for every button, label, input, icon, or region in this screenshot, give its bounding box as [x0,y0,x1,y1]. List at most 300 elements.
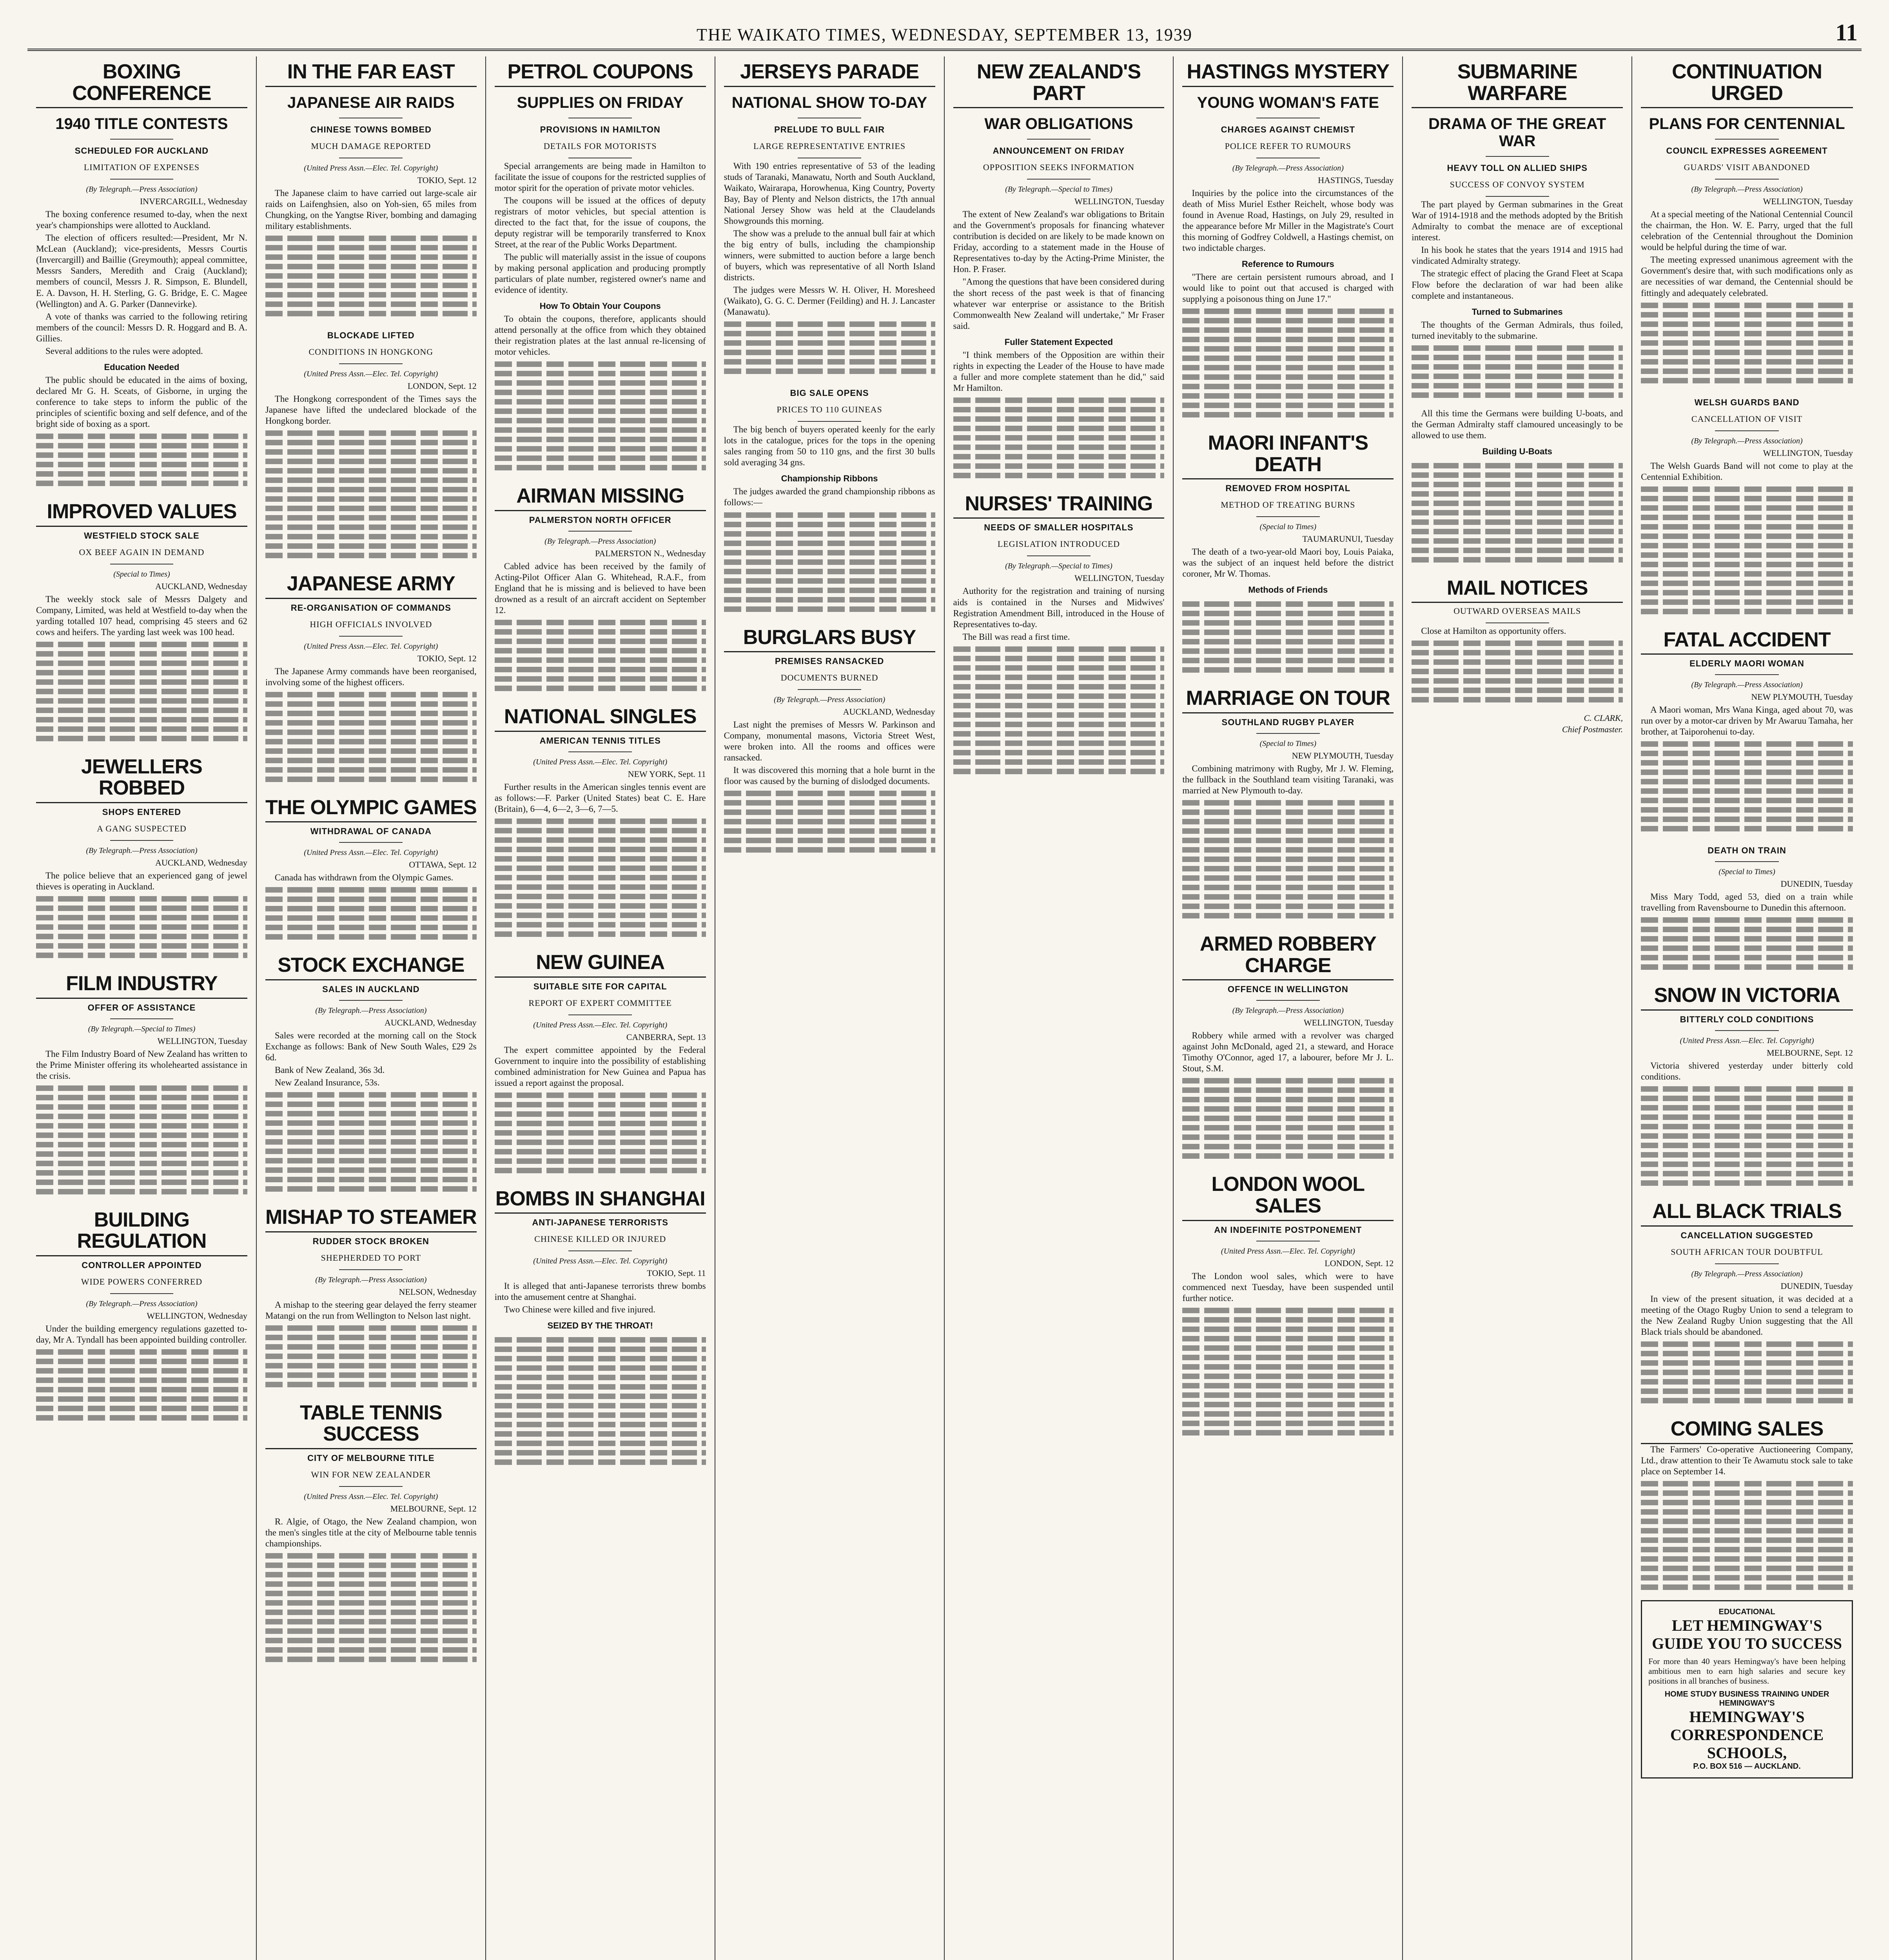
article-deck: WESTFIELD STOCK SALE [84,530,200,541]
rule-divider [339,842,403,843]
rule-divider [1715,861,1778,862]
article-source: (By Telegraph.—Press Association) [315,1006,427,1015]
paragraph: The London wool sales, which were to have commenced next Tuesday, have been suspended until further notice. [1182,1271,1394,1303]
body-text-continuation [1182,800,1394,918]
hemingway-advertisement [1641,1600,1853,1779]
article-headline: MISHAP TO STEAMER [265,1202,477,1232]
article-body [495,782,706,815]
paragraph: The Welsh Guards Band will not come to play at the Centennial Exhibition. [1641,461,1853,482]
ad-subtitle: HOME STUDY BUSINESS TRAINING UNDER HEMINGWAY'S [1664,1690,1829,1708]
article-dateline: OTTAWA, Sept. 12 [409,860,477,870]
article [724,622,935,853]
article [265,56,477,316]
article-body [1412,626,1623,637]
rule-divider [1715,430,1778,431]
rule-divider [339,636,403,637]
signature-title: Chief Postmaster. [1562,724,1623,735]
paragraph: The police believe that an experienced gang of jewel thieves is operating in Auckland. [36,871,247,892]
article-source: (By Telegraph.—Press Association) [1691,185,1803,194]
article-source: (By Telegraph.—Press Association) [86,846,198,855]
article-source: (By Telegraph.—Press Association) [1691,681,1803,690]
article-body [265,1299,477,1321]
article-source: (By Telegraph.—Press Association) [315,1275,427,1284]
column-8 [1632,56,1862,1960]
body-text-continuation [36,896,247,958]
article-body [724,161,935,318]
paragraph: A Maori woman, Mrs Wana Kinga, aged about 70, was run over by a motor-car driven by Mr Awaruu Tamaha, her brother, at Taiporohenui to-day. [1641,705,1853,737]
article-body [953,209,1165,394]
article-source: (By Telegraph.—Special to Times) [88,1024,196,1033]
article [265,1202,477,1387]
paragraph: The show was a prelude to the annual bull fair at which the big entry of bulls, including the championship winners, were submitted to auction before a large bench of buyers, which was representative of all North Island districts. [724,228,935,283]
paragraph: To obtain the coupons, therefore, applicants should attend personally at the office from which they obtained their registration plates at the last annual re-licensing of motor vehicles. [494,314,706,357]
paragraph: The Japanese claim to have carried out large-scale air raids on Laifenghsien, also on Yoh-sien, 65 miles from Chungking, on the Yangtse River, bombing and damaging military establishments. [265,188,477,231]
article-source: (United Press Assn.—Elec. Tel. Copyright) [304,848,438,857]
body-text-continuation [265,1325,477,1387]
article-headline: JERSEYS PARADE [724,56,935,87]
column-6 [1174,56,1403,1960]
body-text-continuation [265,692,477,782]
paragraph: The Hongkong correspondent of the Times says the Japanese have lifted the undeclared blockade of the Hongkong border. [265,394,477,426]
article-subhead: PLANS FOR CENTENNIAL [1649,115,1845,133]
article-dateline: WELLINGTON, Tuesday [1074,573,1165,583]
paragraph: Combining matrimony with Rugby, Mr J. W. Fleming, the fullback in the Southland team visiting Taranaki, was married at New Plymouth to-day. [1182,763,1394,796]
article-dateline: MELBOURNE, Sept. 12 [390,1503,477,1514]
masthead [27,16,1862,51]
paragraph: Under the building emergency regulations gazetted to-day, Mr A. Tyndall has been appointed building controller. [36,1324,247,1345]
paragraph: The election of officers resulted:—President, Mr N. McLean (Auckland); vice-presidents, Messrs Courtis (Invercargill) and Baillie (Greymouth); appeal committee, Messrs Sanders, Meredith and Craig (Auckland); members of council, Messrs J. R. Simpson, E. Blundell, E. A. Davson, H. H. Sterling, G. G. Bridge, E. C. Magee (Wellington) and A. G. Parker (Dannevirke). [36,233,247,309]
article [495,947,706,1173]
article-deck-secondary: METHOD OF TREATING BURNS [1221,500,1356,510]
article [36,56,247,486]
paragraph: A vote of thanks was carried to the following retiring members of the council: Messrs D. R. Hoggard and B. A. Gillies. [36,311,247,343]
article-dateline: HASTINGS, Tuesday [1318,175,1394,185]
article-source: (United Press Assn.—Elec. Tel. Copyright) [304,369,438,378]
article-body [1182,1030,1394,1074]
article [1182,929,1394,1159]
paragraph: The weekly stock sale of Messrs Dalgety and Company, Limited, was held at Westfield to-day when the yarding totalled 107 head, comprising 45 steers and 62 cows and heifers. The yarding last week was 100 head. [36,594,247,637]
article-body [1412,408,1623,459]
article [265,1397,477,1662]
article-headline: THE OLYMPIC GAMES [265,792,477,823]
article-source: (Special to Times) [1259,739,1317,748]
paragraph: The death of a two-year-old Maori boy, Louis Paiaka, was the subject of an inquest held before the district coroner, Mr W. Thomas. [1182,547,1394,579]
article [265,568,477,782]
article-source: (By Telegraph.—Special to Times) [1005,562,1112,571]
inline-subheading: Education Needed [104,362,180,372]
paragraph: At a special meeting of the National Centennial Council the chairman, the Hon. W. E. Parry, urged that the full celebration of the Centennial throughout the Dominion would be helpful during the time of war. [1641,209,1853,252]
body-text-continuation [1641,486,1853,614]
article-deck-secondary: SUCCESS OF CONVOY SYSTEM [1450,180,1585,190]
article-headline: MAORI INFANT'S DEATH [1182,428,1394,479]
paragraph: Bank of New Zealand, 36s 3d. [274,1065,385,1075]
article [1412,408,1623,563]
article [1641,842,1853,970]
paragraph: Miss Mary Todd, aged 53, died on a train while travelling from Ravensbourne to Dunedin this afternoon. [1641,892,1853,913]
article-body [265,872,477,883]
article-source: (Special to Times) [113,570,170,579]
body-text-continuation [953,397,1165,478]
article-deck: WITHDRAWAL OF CANADA [310,826,432,837]
article-headline: BURGLARS BUSY [724,622,935,653]
article-dateline: WELLINGTON, Tuesday [157,1036,247,1046]
paragraph: "Among the questions that have been considered during the short recess of the past week is that of financing whatever war enterprise or assistance to the British Commonwealth New Zealand will undertake," Mr Fraser said. [953,277,1165,331]
body-text-continuation [1641,1086,1853,1186]
inline-subheading: Fuller Statement Expected [1004,337,1113,347]
article-body [724,719,935,787]
rule-divider [1715,674,1778,675]
article-deck: SUITABLE SITE FOR CAPITAL [533,981,667,991]
article-subhead: JAPANESE AIR RAIDS [287,94,455,111]
article-source: (By Telegraph.—Press Association) [86,1299,198,1308]
inline-subheading: Methods of Friends [1248,585,1328,595]
article-body [495,561,706,616]
inline-subheading: How To Obtain Your Coupons [539,301,661,311]
body-text-continuation [1182,1308,1394,1436]
article [1412,573,1623,703]
article-deck: PRELUDE TO BULL FAIR [774,124,885,134]
article-subhead: NATIONAL SHOW TO-DAY [731,94,927,111]
article-deck: AN INDEFINITE POSTPONEMENT [1214,1225,1362,1235]
paragraph: The meeting expressed unanimous agreement with the Government's desire that, with such modifications only as are necessities of war demand, the Centennial should be fittingly and adequately celebrated. [1641,255,1853,298]
body-text-continuation [724,791,935,853]
article-source: (United Press Assn.—Elec. Tel. Copyright) [1680,1036,1814,1045]
body-text-continuation [1412,463,1623,563]
body-text-continuation [1641,303,1853,383]
body-text-continuation [1412,345,1623,398]
column-2 [257,56,486,1960]
article-deck: ANTI-JAPANESE TERRORISTS [532,1218,668,1228]
article-headline: CONTINUATION URGED [1641,56,1853,108]
body-text-continuation [495,1337,706,1465]
rule-divider [1256,733,1320,734]
rule-divider [339,363,403,364]
paragraph: With 190 entries representative of 53 of the leading studs of Taranaki, Manawatu, North and South Auckland, Waikato, Wairarapa, Horowhenua, King Country, Poverty Bay, Bay of Plenty and Nelson districts, the 17th annual National Jersey Show was held at the Claudelands Showgrounds this morning. [724,161,935,226]
article-deck: BITTERLY COLD CONDITIONS [1680,1014,1814,1025]
body-text-continuation [953,646,1165,774]
article-dateline: TOKIO, Sept. 12 [417,175,477,185]
rule-divider [1027,179,1091,180]
article-body [265,666,477,688]
rule-divider [110,139,174,140]
article-dateline: AUCKLAND, Wednesday [843,707,935,717]
article-deck: SALES IN AUCKLAND [322,984,420,994]
article [1641,1414,1853,1590]
article-headline: STOCK EXCHANGE [265,950,477,980]
article [1182,683,1394,918]
article-deck-secondary: GUARDS' VISIT ABANDONED [1684,162,1810,172]
body-text-continuation [36,1085,247,1194]
article-headline: MARRIAGE ON TOUR [1182,683,1394,713]
article-subhead: 1940 TITLE CONTESTS [55,115,228,133]
paragraph: Special arrangements are being made in Hamilton to facilitate the issue of coupons for the restricted supplies of motor spirit for the operation of private motor vehicles. [494,161,706,193]
article-deck-secondary: OPPOSITION SEEKS INFORMATION [983,162,1135,172]
article-deck: SOUTHLAND RUGBY PLAYER [1221,717,1355,727]
paragraph: Several additions to the rules were adopted. [45,346,203,356]
article-deck-secondary: A GANG SUSPECTED [97,824,187,833]
article [1641,624,1853,832]
paragraph: New Zealand Insurance, 53s. [274,1078,380,1088]
article-body [495,161,706,358]
rule-divider [798,689,861,690]
article-source: (By Telegraph.—Press Association) [1691,1269,1803,1278]
article-deck: CHARGES AGAINST CHEMIST [1221,124,1356,134]
article-deck-secondary: CHINESE KILLED OR INJURED [534,1234,666,1244]
article-body [1641,704,1853,737]
article-deck-secondary: WIDE POWERS CONFERRED [81,1277,203,1287]
ad-address: P.O. BOX 516 — AUCKLAND. [1693,1762,1801,1771]
body-text-continuation [1641,917,1853,970]
article-dateline: AUCKLAND, Wednesday [155,858,247,867]
article-dateline: NEW PLYMOUTH, Tuesday [1751,692,1853,702]
article [495,481,706,691]
rule-divider [1256,1000,1320,1001]
rule-divider [568,751,632,752]
article-dateline: AUCKLAND, Wednesday [155,581,247,591]
paragraph: The Bill was read a first time. [962,632,1070,642]
paragraph: The Film Industry Board of New Zealand has written to the Prime Minister offering its wholehearted assistance in the crisis. [36,1049,247,1081]
rule-divider [1027,139,1091,140]
paragraph: Last night the premises of Messrs W. Parkinson and Company, monumental masons, Victoria Street West, were broken into. All the rooms and offices were ransacked. [724,720,935,763]
inline-subheading: Building U-Boats [1482,446,1552,456]
article-deck-secondary: DETAILS FOR MOTORISTS [543,141,657,151]
rule-divider [339,1000,403,1001]
article-body [1182,763,1394,796]
body-text-continuation [36,642,247,741]
paragraph: It was discovered this morning that a hole burnt in the floor was caused by the burning of dislodged documents. [724,765,935,786]
rule-divider [339,1486,403,1487]
rule-divider [110,1293,174,1294]
article-headline: COMING SALES [1641,1414,1853,1444]
article [265,327,477,558]
article-source: (By Telegraph.—Press Association) [86,185,198,194]
article-deck: BLOCKADE LIFTED [327,330,415,340]
article-headline: ALL BLACK TRIALS [1641,1196,1853,1227]
article [1182,428,1394,673]
body-text-continuation [265,1553,477,1662]
article-body [1641,891,1853,913]
article-headline: NEW GUINEA [495,947,706,978]
column-grid [27,56,1862,1960]
article-source: (By Telegraph.—Press Association) [1691,436,1803,445]
mail-notice-signature [1412,713,1623,735]
article [1182,56,1394,417]
article-body [36,1323,247,1345]
article-deck: PREMISES RANSACKED [775,656,884,666]
body-text-continuation [265,430,477,558]
body-text-continuation [1641,741,1853,831]
article-headline: IN THE FAR EAST [265,56,477,87]
article-deck-secondary: LEGISLATION INTRODUCED [997,539,1120,549]
article-body [265,1030,477,1088]
article-deck: REMOVED FROM HOSPITAL [1225,483,1351,494]
article-subhead: WAR OBLIGATIONS [984,115,1133,133]
paragraph: "There are certain persistent rumours abroad, and I would like to point out that accused is charged with supplying a poisonous thing on June 17." [1182,272,1394,304]
article-deck: RUDDER STOCK BROKEN [312,1236,429,1246]
article-headline: AIRMAN MISSING [495,481,706,511]
article-deck-secondary: CONDITIONS IN HONGKONG [308,347,434,357]
article-deck: BIG SALE OPENS [790,388,869,398]
article [953,56,1165,478]
body-text-continuation [495,361,706,470]
article-deck-secondary: OUTWARD OVERSEAS MAILS [1453,606,1581,616]
article-deck: HEAVY TOLL ON ALLIED SHIPS [1447,163,1588,173]
article-headline: NURSES' TRAINING [953,488,1165,519]
article-body [36,594,247,638]
paragraph: The thoughts of the German Admirals, thus foiled, turned inevitably to the submarine. [1412,319,1623,341]
article [36,496,247,741]
article-deck: CHINESE TOWNS BOMBED [310,124,432,134]
article [1412,56,1623,398]
paragraph: In his book he states that the years 1914 and 1915 had vindicated Admiralty strategy. [1412,245,1623,266]
article-headline: SUBMARINE WARFARE [1412,56,1623,108]
article-deck: RE-ORGANISATION OF COMMANDS [290,603,451,613]
page-number: 11 [1835,20,1858,45]
paragraph: Victoria shivered yesterday under bitterly cold conditions. [1641,1061,1853,1082]
article [265,950,477,1192]
article-source: (United Press Assn.—Elec. Tel. Copyright) [533,1020,668,1029]
article-body [495,1281,706,1333]
article-deck: WELSH GUARDS BAND [1694,397,1800,407]
paragraph: In view of the present situation, it was decided at a meeting of the Otago Rugby Union to send a telegram to the New Zealand Rugby Union suggesting that the All Black trials should be abandoned. [1641,1294,1853,1337]
column-5 [945,56,1174,1960]
article-source: (United Press Assn.—Elec. Tel. Copyright) [304,163,438,172]
article-deck-secondary: PRICES TO 110 GUINEAS [777,405,882,415]
article-dateline: NEW PLYMOUTH, Tuesday [1292,750,1394,760]
inline-subheading: Reference to Rumours [1241,259,1334,269]
article [495,701,706,937]
article-headline: ARMED ROBBERY CHARGE [1182,929,1394,980]
article-body [36,209,247,430]
article-deck: COUNCIL EXPRESSES AGREEMENT [1666,146,1828,156]
paragraph: The part played by German submarines in the Great War of 1914-1918 and the methods adopted by the British Admiralty to combat the menace are of exceptional interest. [1412,200,1623,243]
article-deck: CITY OF MELBOURNE TITLE [307,1453,435,1463]
body-text-continuation [1182,601,1394,673]
article-source: (Special to Times) [1259,523,1317,532]
article-body [265,188,477,232]
paragraph: The public should be educated in the aims of boxing, declared Mr G. H. Sceats, of Gisborne, in urging the conference to take steps to inform the public of the principles of scientific boxing and self defence, and of the bright side of boxing as a sport. [36,375,247,429]
paragraph: Canada has withdrawn from the Olympic Games. [274,873,454,883]
rule-divider [110,179,174,180]
article-deck: OFFENCE IN WELLINGTON [1227,984,1348,995]
article-body [1641,1294,1853,1338]
article-headline: HASTINGS MYSTERY [1182,56,1394,87]
article-body [1412,199,1623,341]
article-deck-secondary: LARGE REPRESENTATIVE ENTRIES [753,141,906,151]
article-headline: JEWELLERS ROBBED [36,751,247,803]
rule-divider [1715,139,1778,140]
article-deck-secondary: LIMITATION OF EXPENSES [83,162,200,172]
article-dateline: DUNEDIN, Tuesday [1780,879,1853,889]
body-text-continuation [265,236,477,316]
ad-label: EDUCATIONAL [1718,1607,1775,1616]
column-4 [715,56,945,1960]
rule-divider [339,1269,403,1270]
article-source: (By Telegraph.—Press Association) [773,695,886,704]
article-body [36,1049,247,1082]
article-dateline: NEW YORK, Sept. 11 [628,769,706,779]
inline-subheading: Turned to Submarines [1472,307,1563,317]
article-body [1641,461,1853,483]
article-source: (United Press Assn.—Elec. Tel. Copyright) [533,1257,668,1266]
paragraph: The extent of New Zealand's war obligations to Britain and the Government's proposals for financing whatever contribution is decided on are likely to be made known on Friday, according to a statement made in the House of Representatives to-day by the Acting-Prime Minister, the Hon. P. Fraser. [953,209,1165,274]
rule-divider [110,840,174,841]
rule-divider [1715,1030,1778,1031]
article [1641,394,1853,614]
paragraph: "I think members of the Opposition are within their rights in expecting the Leader of the House to have made a fuller and more complete statement than he did," said Mr Hamilton. [953,350,1165,393]
body-text-continuation [265,887,477,940]
article-headline: IMPROVED VALUES [36,496,247,527]
column-1 [27,56,257,1960]
article-source: (By Telegraph.—Special to Times) [1005,185,1112,194]
article [495,1183,706,1465]
paragraph: The boxing conference resumed to-day, when the next year's championships were allotted to Auckland. [36,209,247,230]
body-text-continuation [1641,1481,1853,1590]
rule-divider [568,531,632,532]
body-text-continuation [265,1092,477,1192]
paragraph: Two Chinese were killed and five injured. [504,1305,655,1315]
article-body [36,870,247,892]
article-source: (By Telegraph.—Press Association) [1232,1006,1344,1015]
paragraph: Sales were recorded at the morning call on the Stock Exchange as follows: Bank of New South Wales, £29 2s 6d. [265,1030,477,1062]
article-body [1641,1444,1853,1477]
paragraph: The Japanese Army commands have been reorganised, involving some of the highest officers. [265,666,477,687]
body-text-continuation [1182,1078,1394,1159]
article-deck-secondary: REPORT OF EXPERT COMMITTEE [528,998,672,1008]
paragraph: All this time the Germans were building U-boats, and the German Admiralty staff clamoured unceasingly to be allowed to use them. [1412,408,1623,440]
paragraph: The coupons will be issued at the offices of deputy registrars of motor vehicles, but special attention is directed to the fact that, for the issue of coupons, the deputy registrar will be temporarily transferred to Knox Street, at the rear of the Public Works Department. [494,195,706,249]
paragraph: Close at Hamilton as opportunity offers. [1421,626,1566,636]
article-dateline: TOKIO, Sept. 12 [417,653,477,663]
body-text-continuation [495,818,706,937]
paragraph: A mishap to the steering gear delayed the ferry steamer Matangi on the run from Wellington to Nelson last night. [265,1299,477,1321]
article [265,792,477,940]
article-deck: NEEDS OF SMALLER HOSPITALS [984,523,1134,533]
article-deck: CONTROLLER APPOINTED [82,1260,202,1270]
article-dateline: AUCKLAND, Wednesday [384,1017,477,1027]
article-body [265,394,477,426]
article-dateline: MELBOURNE, Sept. 12 [1767,1048,1853,1058]
article-source: (United Press Assn.—Elec. Tel. Copyright) [304,1492,438,1501]
body-text-continuation [1182,309,1394,417]
rule-divider [1715,179,1778,180]
rule-divider [568,1250,632,1251]
article-deck-secondary: DOCUMENTS BURNED [780,673,878,683]
article [953,488,1165,774]
article [724,56,935,374]
paragraph: The strategic effect of placing the Grand Fleet at Scapa Flow before the declaration of war had been alike complete and instantaneous. [1412,269,1623,301]
rule-divider [1486,156,1549,157]
article-deck: OFFER OF ASSISTANCE [87,1002,196,1013]
article-dateline: PALMERSTON N., Wednesday [595,548,706,558]
article-deck: CANCELLATION SUGGESTED [1680,1230,1813,1240]
paragraph: Inquiries by the police into the circumstances of the death of Miss Muriel Esther Reichelt, whose body was found in Avenue Road, Hastings, on July 29, resulted in the appearance before Mr Miller in the Magistrate's Court this morning of Godfrey Coldwell, a Hastings chemist, on two indictable charges. [1182,188,1394,253]
article-dateline: LONDON, Sept. 12 [407,381,477,391]
article-body [953,586,1165,642]
paragraph: It is alleged that anti-Japanese terrorists threw bombs into the amusement centre at Shanghai. [494,1281,706,1302]
paragraph: The judges were Messrs W. H. Oliver, H. Moresheed (Waikato), G. G. C. Dermer (Feilding) and H. J. Lancaster (Manawatu). [724,285,935,317]
body-text-continuation [495,620,706,691]
body-text-continuation [1412,641,1623,702]
article-deck-secondary: POLICE REFER TO RUMOURS [1225,141,1351,151]
article-headline: FATAL ACCIDENT [1641,624,1853,655]
article [1641,56,1853,383]
article-body [1182,546,1394,597]
article-headline: NEW ZEALAND'S PART [953,56,1165,108]
article-subhead: DRAMA OF THE GREAT WAR [1428,115,1606,150]
rule-divider [568,1014,632,1015]
ad-text: For more than 40 years Hemingway's have been helping ambitious men to earn high salaries and secure key positions in all branches of business. [1648,1656,1845,1686]
